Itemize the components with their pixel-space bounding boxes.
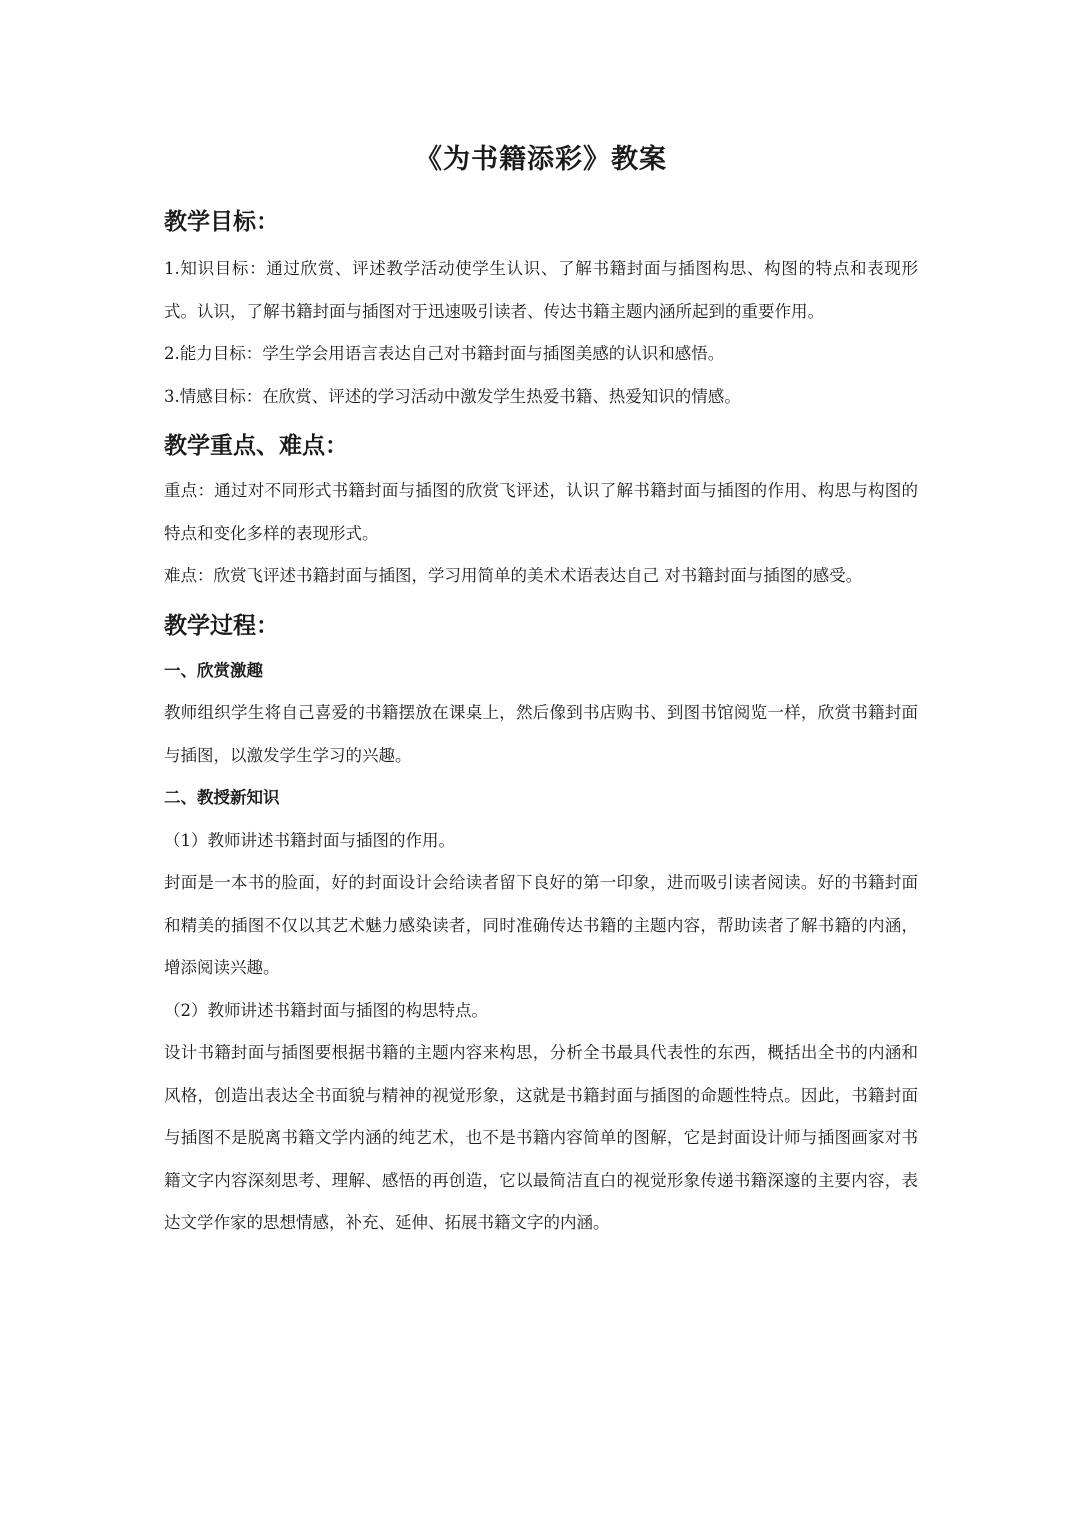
objective-ability: 2.能力目标：学生学会用语言表达自己对书籍封面与插图美感的认识和感悟。 (164, 344, 725, 363)
document-title: 《为书籍添彩》教案 (415, 144, 667, 175)
process-step2-text: 设计书籍封面与插图要根据书籍的主题内容来构思，分析全书最具代表性的东西，概括出全书的内涵和风格，创造出表达全书面貌与精神的视觉形象，这就是书籍封面与插图的命题性特点。因此，书籍封面与插图不是脱离书籍文学内涵的纯艺术，也不是书籍内容简单的图解，它是封面设计师与插图画家对书籍文字内容深刻思考、理解、感悟的再创造，它以最简洁直白的视觉形象传递书籍深邃的主要内容，表达文学作家的思想情感，补充、延伸、拓展书籍文字的内涵。 (164, 1043, 918, 1232)
process-part1-text: 教师组织学生将自己喜爱的书籍摆放在课桌上，然后像到书店购书、到图书馆阅览一样，欣赏书籍封面与插图，以激发学生学习的兴趣。 (164, 703, 918, 765)
process-part1-heading: 一、欣赏激趣 (164, 660, 263, 680)
document-page (164, 140, 918, 1245)
process-heading: 教学过程： (164, 611, 279, 639)
process-step2-label: （2）教师讲述书籍封面与插图的构思特点。 (164, 1000, 488, 1020)
objective-emotion: 3.情感目标：在欣赏、评述的学习活动中激发学生热爱书籍、热爱知识的情感。 (164, 386, 741, 406)
key-point-difficulty: 难点：欣赏飞评述书籍封面与插图，学习用简单的美术术语表达自己 对书籍封面与插图的感受。 (164, 566, 863, 585)
key-point-focus: 重点：通过对不同形式书籍封面与插图的欣赏飞评述，认识了解书籍封面与插图的作用、构思与构图的特点和变化多样的表现形式。 (164, 481, 918, 543)
key-points-heading: 教学重点、难点： (164, 432, 348, 459)
objectives-heading: 教学目标： (164, 208, 279, 235)
process-step1-label: （1）教师讲述书籍封面与插图的作用。 (164, 830, 455, 850)
process-part2-heading: 二、教授新知识 (164, 788, 280, 807)
process-step1-text: 封面是一本书的脸面，好的封面设计会给读者留下良好的第一印象，进而吸引读者阅读。好的书籍封面和精美的插图不仅以其艺术魅力感染读者，同时准确传达书籍的主题内容，帮助读者了解书籍的内涵，增添阅读兴趣。 (164, 873, 918, 977)
objective-knowledge: 1.知识目标：通过欣赏、评述教学活动使学生认识、了解书籍封面与插图构思、构图的特点和表现形式。认识，了解书籍封面与插图对于迅速吸引读者、传达书籍主题内涵所起到的重要作用。 (164, 259, 918, 321)
